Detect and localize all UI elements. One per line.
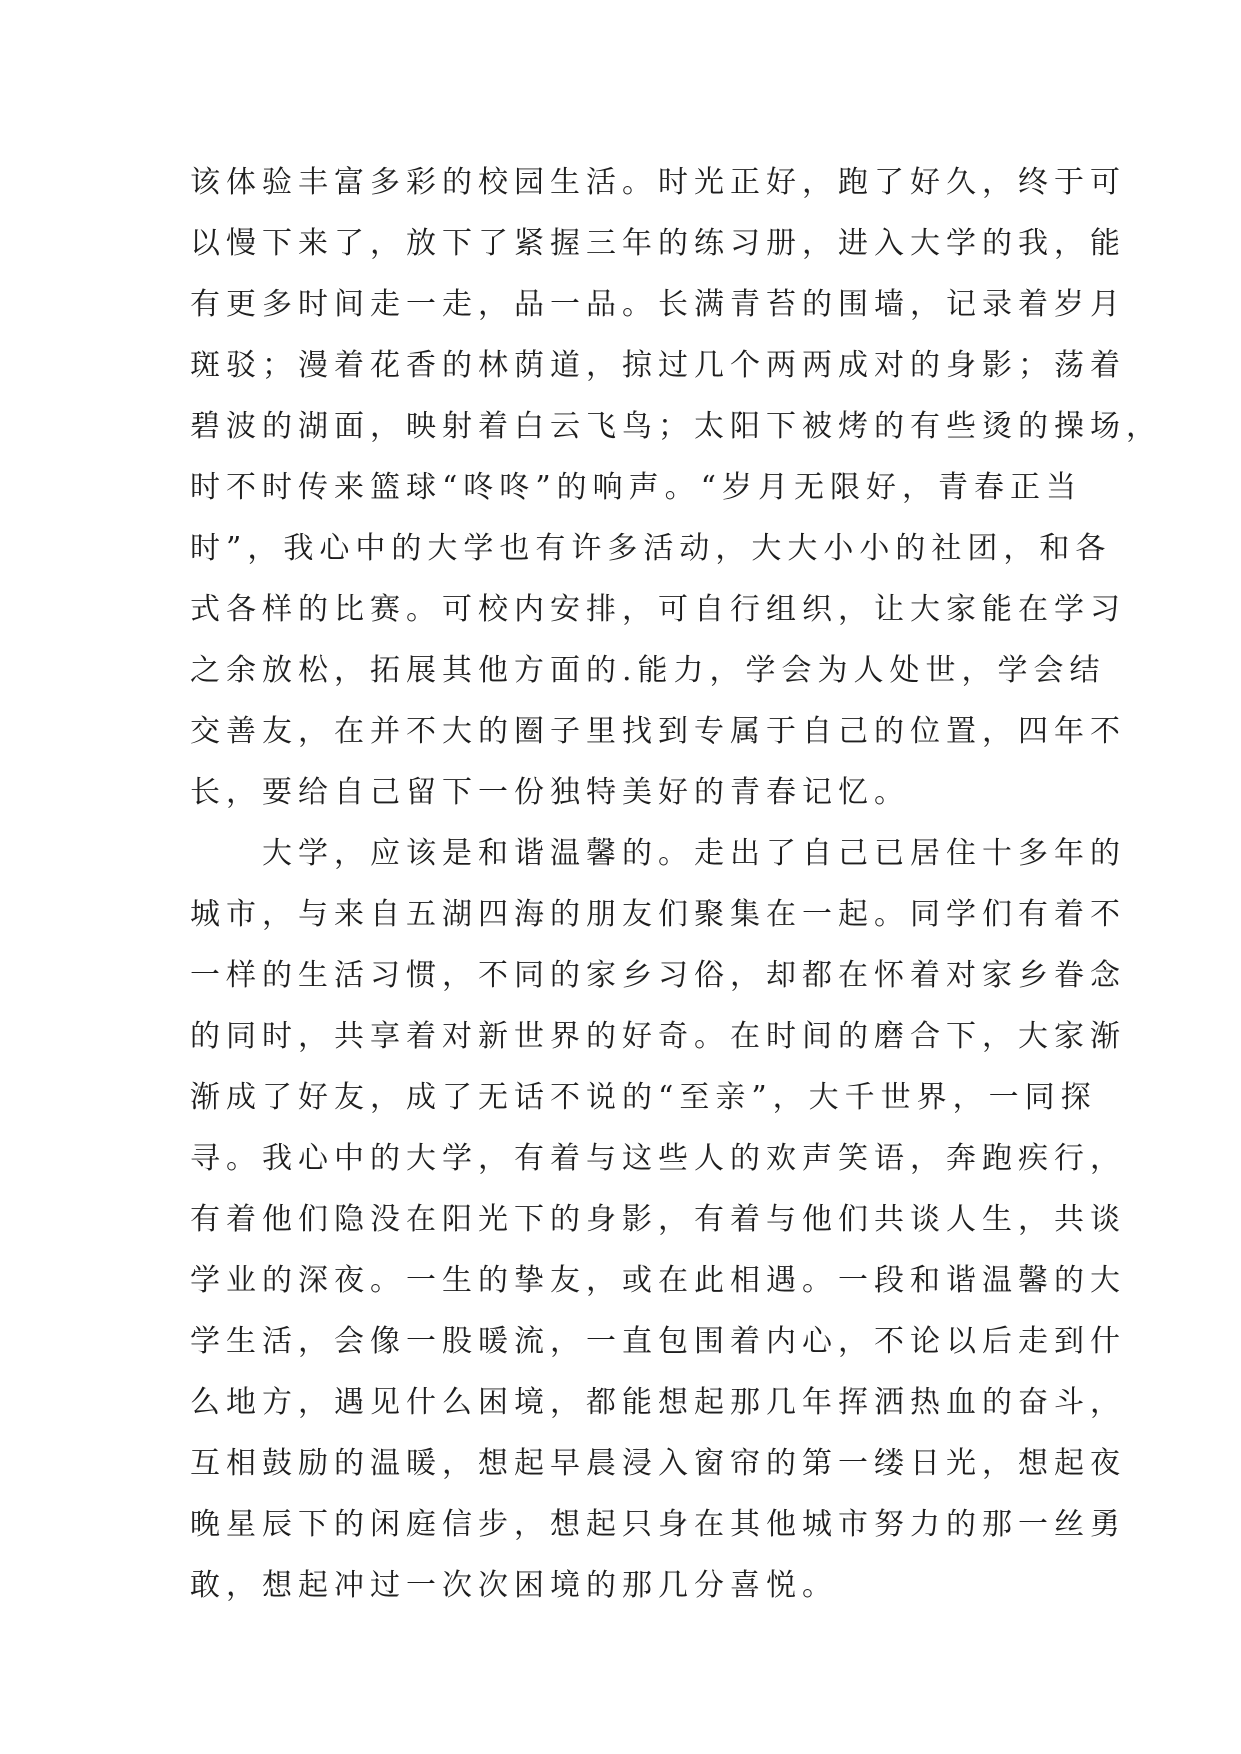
text-line: 晚星辰下的闲庭信步，想起只身在其他城市努力的那一丝勇 [190,1507,1126,1542]
text-line: 斑驳；漫着花香的林荫道，掠过几个两两成对的身影；荡着 [190,348,1126,383]
text-line: 敢，想起冲过一次次困境的那几分喜悦。 [190,1568,838,1603]
text-line: 城市，与来自五湖四海的朋友们聚集在一起。同学们有着不 [190,897,1126,932]
text-line: 么地方，遇见什么困境，都能想起那几年挥洒热血的奋斗， [190,1385,1126,1420]
essay-body [190,152,1162,1616]
text-line: 渐成了好友，成了无话不说的“至亲”，大千世界，一同探 [190,1080,1097,1115]
text-line: 长，要给自己留下一份独特美好的青春记忆。 [190,775,910,810]
text-line: 该体验丰富多彩的校园生活。时光正好，跑了好久，终于可 [190,165,1126,200]
text-line: 有更多时间走一走，品一品。长满青苔的围墙，记录着岁月 [190,287,1126,322]
text-line: 式各样的比赛。可校内安排，可自行组织，让大家能在学习 [190,592,1126,627]
text-line: 寻。我心中的大学，有着与这些人的欢声笑语，奔跑疾行， [190,1141,1126,1176]
text-line: 学生活，会像一股暖流，一直包围着内心，不论以后走到什 [190,1324,1126,1359]
text-line: 的同时，共享着对新世界的好奇。在时间的磨合下，大家渐 [190,1019,1126,1054]
text-line: 交善友，在并不大的圈子里找到专属于自己的位置，四年不 [190,714,1126,749]
text-line: 时”，我心中的大学也有许多活动，大大小小的社团，和各 [190,531,1112,566]
text-line: 大学，应该是和谐温馨的。走出了自己已居住十多年的 [190,836,1126,871]
text-line: 碧波的湖面，映射着白云飞鸟；太阳下被烤的有些烫的操场， [190,409,1162,444]
text-line: 学业的深夜。一生的挚友，或在此相遇。一段和谐温馨的大 [190,1263,1126,1298]
text-line: 互相鼓励的温暖，想起早晨浸入窗帘的第一缕日光，想起夜 [190,1446,1126,1481]
text-line: 一样的生活习惯，不同的家乡习俗，却都在怀着对家乡眷念 [190,958,1126,993]
text-line: 有着他们隐没在阳光下的身影，有着与他们共谈人生，共谈 [190,1202,1126,1237]
text-line: 之余放松，拓展其他方面的.能力，学会为人处世，学会结 [190,653,1106,688]
text-line: 以慢下来了，放下了紧握三年的练习册，进入大学的我，能 [190,226,1126,261]
text-line: 时不时传来篮球“咚咚”的响声。“岁月无限好，青春正当 [190,470,1083,505]
